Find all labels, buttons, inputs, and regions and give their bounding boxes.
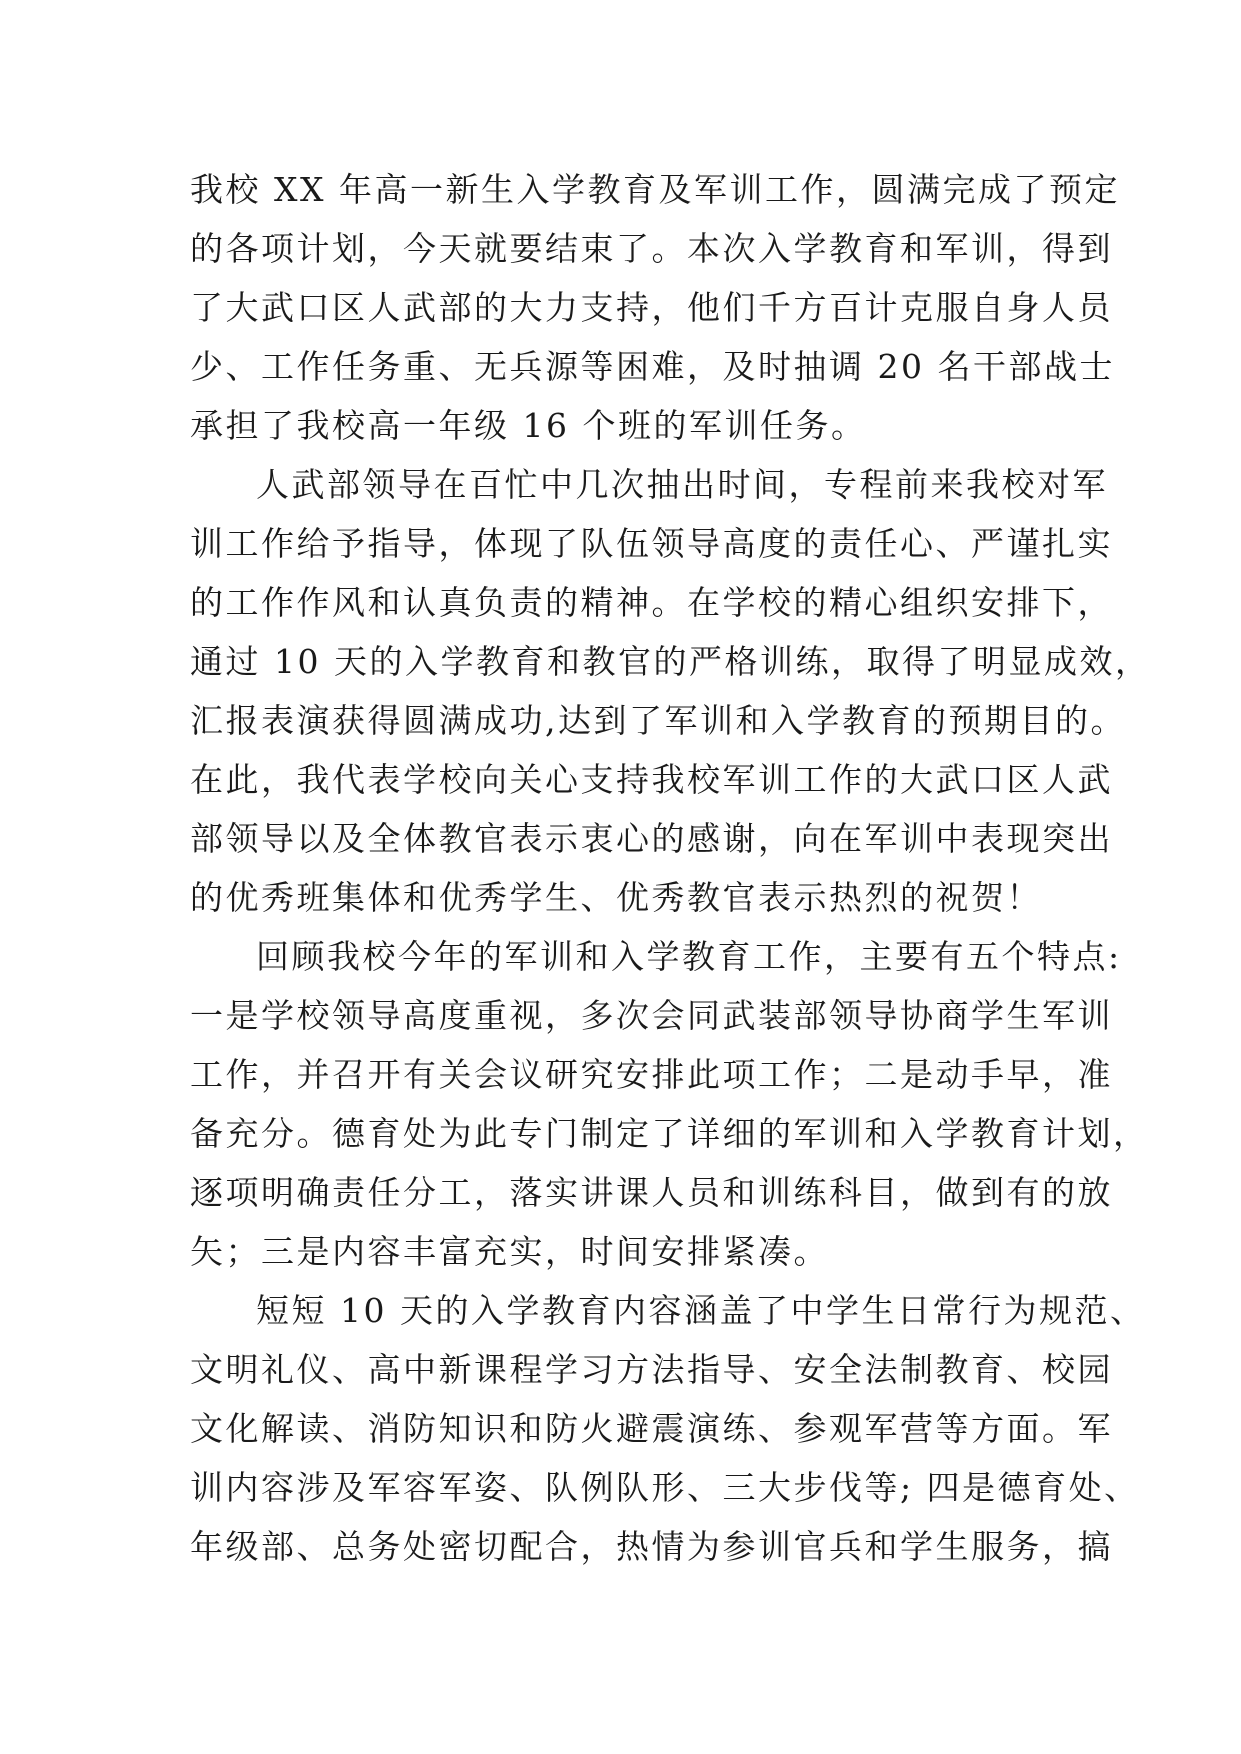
paragraph-first-line: 人武部领导在百忙中几次抽出时间，专程前来我校对军 — [256, 465, 1108, 504]
text-line: 我校 XX 年高一新生入学教育及军训工作，圆满完成了预定 — [190, 170, 1120, 209]
body-text — [190, 160, 1151, 1576]
text-line: 在此，我代表学校向关心支持我校军训工作的大武口区人武 — [190, 760, 1113, 799]
text-line: 的工作作风和认真负责的精神。在学校的精心组织安排下， — [190, 583, 1113, 622]
text-line: 通过 10 天的入学教育和教官的严格训练，取得了明显成效， — [190, 642, 1151, 681]
text-line: 训工作给予指导，体现了队伍领导高度的责任心、严谨扎实 — [190, 524, 1113, 563]
text-line: 的各项计划，今天就要结束了。本次入学教育和军训，得到 — [190, 229, 1113, 268]
text-line: 文化解读、消防知识和防火避震演练、参观军营等方面。军 — [190, 1409, 1113, 1448]
text-line: 部领导以及全体教官表示衷心的感谢，向在军训中表现突出 — [190, 819, 1113, 858]
text-line: 矢；三是内容丰富充实，时间安排紧凑。 — [190, 1232, 829, 1271]
text-line: 一是学校领导高度重视，多次会同武装部领导协商学生军训 — [190, 996, 1113, 1035]
text-line: 年级部、总务处密切配合，热情为参训官兵和学生服务，搞 — [190, 1527, 1113, 1566]
text-line: 逐项明确责任分工，落实讲课人员和训练科目，做到有的放 — [190, 1173, 1113, 1212]
text-line: 汇报表演获得圆满成功,达到了军训和入学教育的预期目的。 — [190, 701, 1126, 740]
paragraph-first-line: 回顾我校今年的军训和入学教育工作，主要有五个特点: — [256, 937, 1122, 976]
text-line: 少、工作任务重、无兵源等困难，及时抽调 20 名干部战士 — [190, 347, 1115, 386]
text-line: 承担了我校高一年级 16 个班的军训任务。 — [190, 406, 867, 445]
text-line: 文明礼仪、高中新课程学习方法指导、安全法制教育、校园 — [190, 1350, 1113, 1389]
text-line: 备充分。德育处为此专门制定了详细的军训和入学教育计划， — [190, 1114, 1149, 1153]
text-line: 了大武口区人武部的大力支持，他们千方百计克服自身人员 — [190, 288, 1113, 327]
text-line: 训内容涉及军容军姿、队例队形、三大步伐等; 四是德育处、 — [190, 1468, 1140, 1507]
text-line: 的优秀班集体和优秀学生、优秀教官表示热烈的祝贺！ — [190, 878, 1042, 917]
text-line: 工作，并召开有关会议研究安排此项工作；二是动手早，准 — [190, 1055, 1113, 1094]
paragraph-first-line: 短短 10 天的入学教育内容涵盖了中学生日常行为规范、 — [256, 1291, 1146, 1330]
